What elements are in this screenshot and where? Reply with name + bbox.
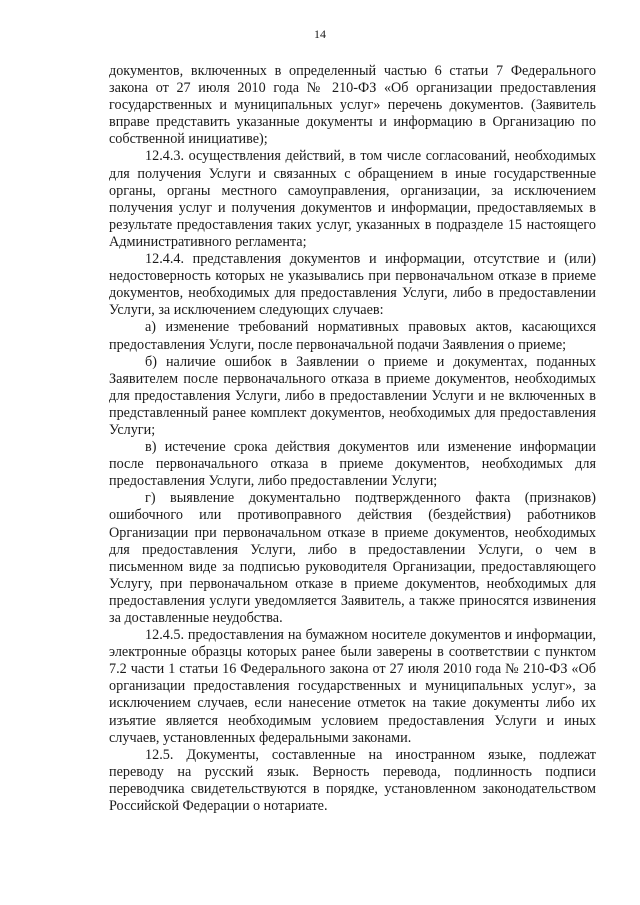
paragraph-case-g: г) выявление документально подтвержденного факта (признаков) ошибочного или противоправного действия (бездействия) работников Организации при первоначальном отказе в приеме документов, необходимых для предоставления Услуги, либо в предоставлении Услуги, о чем в письменном виде за подписью руководителя Организации, предоставляющего Услугу, при первоначальном отказе в приеме документов, необходимых для предоставления услуги уведомляется Заявитель, а также приносятся извинения за доставленные неудобства. — [109, 490, 596, 626]
paragraph-12-5: 12.5. Документы, составленные на иностранном языке, подлежат переводу на русский язык. Верность перевода, подлинность подписи переводчика свидетельствуются в порядке, установленном законодательством Российской Федерации о нотариате. — [109, 746, 596, 815]
paragraph-case-v: в) истечение срока действия документов или изменение информации после первоначального отказа в приеме документов, необходимых для предоставления Услуги, либо предоставлении Услуги; — [109, 439, 596, 490]
paragraph-12-4-3: 12.4.3. осуществления действий, в том числе согласований, необходимых для получения Услуги и связанных с обращением в иные государственные органы, органы местного самоуправления, организации, за исключением получения услуг и получения документов и информации, предоставляемых в результате предоставления таких услуг, указанных в подразделе 15 настоящего Административного регламента; — [109, 148, 596, 250]
paragraph-case-a: а) изменение требований нормативных правовых актов, касающихся предоставления Услуги, после первоначальной подачи Заявления о приеме; — [109, 319, 596, 353]
paragraph-12-4-5: 12.4.5. предоставления на бумажном носителе документов и информации, электронные образцы которых ранее были заверены в соответствии с пунктом 7.2 части 1 статьи 16 Федерального закона от 27 июля 2010 года № 210-ФЗ «Об организации предоставления государственных и муниципальных услуг», за исключением случаев, если нанесение отметок на такие документы либо их изъятие является необходимым условием предоставления Услуги и иных случаев, установленных федеральными законами. — [109, 627, 596, 746]
paragraph-documents-list-end: документов, включенных в определенный частью 6 статьи 7 Федерального закона от 27 июля 2010 года № 210-ФЗ «Об организации предоставления государственных и муниципальных услуг» перечень документов. (Заявитель вправе представить указанные документы и информацию в Организацию по собственной инициативе); — [109, 63, 596, 148]
paragraph-case-b: б) наличие ошибок в Заявлении о приеме и документах, поданных Заявителем после первоначального отказа в приеме документов, необходимых для предоставления Услуги, либо в предоставлении Услуги и не включенных в представленный ранее комплект документов, необходимых для предоставления Услуги; — [109, 353, 596, 438]
page-number: 14 — [314, 27, 326, 41]
paragraph-12-4-4: 12.4.4. представления документов и информации, отсутствие и (или) недостоверность которых не указывались при первоначальном отказе в приеме документов, необходимых для предоставления Услуги, либо в предоставлении Услуги, за исключением следующих случаев: — [109, 251, 596, 319]
document-body — [109, 63, 596, 815]
